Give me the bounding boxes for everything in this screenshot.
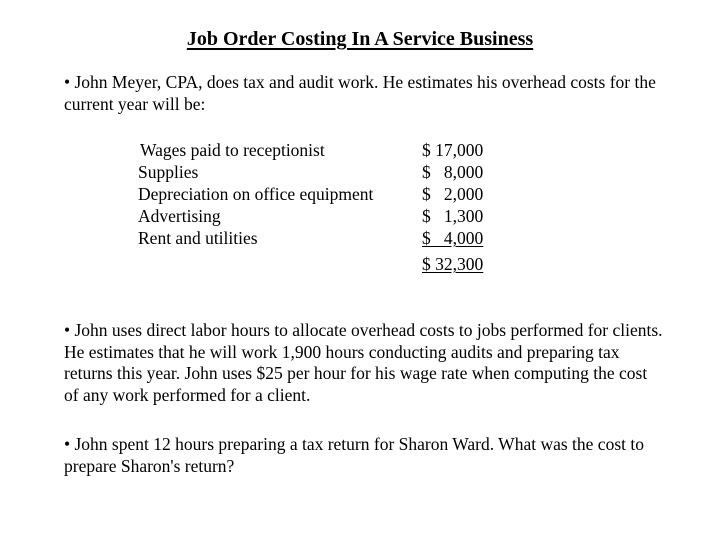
total-row <box>138 253 558 275</box>
cost-amount: $ 2,000 <box>422 184 484 204</box>
cost-row <box>138 205 558 227</box>
cost-label: Depreciation on office equipment <box>138 184 374 204</box>
page-title: Job Order Costing In A Service Business <box>186 28 534 50</box>
cost-amount: $ 17,000 <box>422 140 484 160</box>
cost-row <box>138 183 558 205</box>
total-amount: $ 32,300 <box>422 254 484 274</box>
cost-row <box>138 161 558 183</box>
cost-label: Supplies <box>138 162 199 182</box>
question-paragraph: • John spent 12 hours preparing a tax return for Sharon Ward. What was the cost to prepare Sharon's return? <box>64 434 644 476</box>
cost-amount: $ 1,300 <box>422 206 484 226</box>
intro-paragraph: • John Meyer, CPA, does tax and audit work. He estimates his overhead costs for the current year will be: <box>64 72 656 114</box>
cost-label: Advertising <box>138 206 221 226</box>
cost-amount: $ 4,000 <box>422 228 484 248</box>
cost-row <box>138 227 558 249</box>
cost-amount: $ 8,000 <box>422 162 484 182</box>
overhead-cost-table <box>138 139 558 275</box>
allocation-paragraph: • John uses direct labor hours to allocate overhead costs to jobs performed for clients. He estimates that he will work 1,900 hours conducting audits and preparing tax returns this year. John uses $25 per hour for his wage rate when computing the cost of any work performed for a client. <box>64 320 663 405</box>
cost-row <box>138 139 558 161</box>
cost-label: Wages paid to receptionist <box>140 140 325 160</box>
cost-label: Rent and utilities <box>138 228 258 248</box>
